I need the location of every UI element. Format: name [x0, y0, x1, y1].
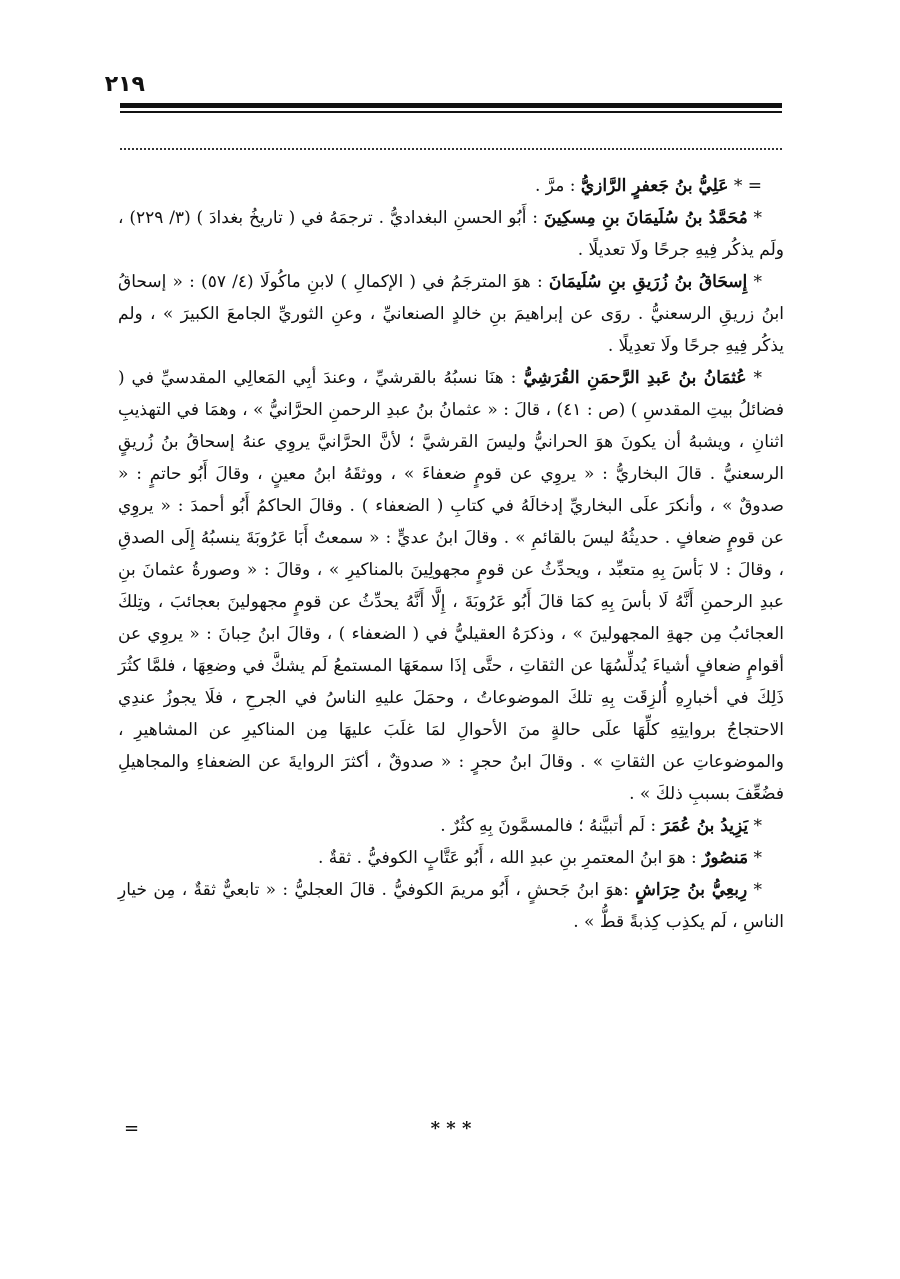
entry	[118, 842, 784, 874]
header-rule-thin	[120, 111, 782, 113]
entry-name: عُثمَانُ بنُ عَبدِ الرَّحمَنِ القُرَشِيُّ	[523, 368, 747, 388]
entry	[118, 810, 784, 842]
entry-prefix: *	[753, 272, 762, 292]
entry-prefix: = *	[733, 176, 762, 196]
entry-prefix: *	[753, 880, 763, 900]
page-number: ٢١٩	[104, 72, 145, 97]
entry-text: : هنَا نسبُهُ بالقرشيِّ ، وعندَ أبِي المَعالِي المقدسيِّ في ( فضائلُ بيتِ المقدسِ ) (ص : ٤١) ، قالَ : « عثمانُ بنُ عبدِ الرحمنِ الحرَّانيُّ » ، وهمَا في التهذيبِ اثنانِ ، ويشبهُ أن يكونَ هوَ الحرانيُّ وليسَ القرشيَّ ؛ لأنَّ الحرَّانيَّ يروِي عنهُ إسحاقُ بنُ زُريقٍ الرسعنيُّ . قالَ البخاريُّ : « يروِي عن قومٍ ضعفاءَ » ، ووثقَهُ ابنُ معينٍ ، وقالَ أَبُو حاتمٍ : « صدوقٌ » ، وأنكرَ علَى البخاريِّ إدخالَهُ في كتابِ ( الضعفاء ) . وقالَ الحاكمُ أَبُو أحمدَ : « يروِي عن قومٍ ضعافٍ . حديثُهُ ليسَ بالقائمِ » . وقالَ ابنُ عديٍّ : « سمعتُ أَبَا عَرُوبَةَ ينسبُهُ إِلَى الصدقِ ، وقالَ : لا بَأسَ بِهِ متعبِّد ، ويحدِّثُ عن قومٍ مجهولِينَ بالمناكيرِ » ، وقالَ : « وصورةُ عثمانَ بنِ عبدِ الرحمنِ أَنَّهُ لَا بأسَ بِهِ كمَا قالَ أَبُو عَرُوبَةَ ، إِلَّا أَنَّهُ يحدِّثُ عن قومٍ مجهولينَ بعجائبَ ، وتِلكَ العجائبُ مِن جهةِ المجهولينَ » ، وذكرَهُ العقيليُّ في ( الضعفاء ) ، وقالَ ابنُ حِبانَ : « يروِي عن أقوامٍ ضعافٍ أشياءَ يُدلِّسُهَا عن الثقاتِ ، حتَّى إذَا سمعَهَا المستمعُ لَم يشكَّ في وضعِهَا ، فلمَّا كثُرَ ذَلِكَ في أخبارِهِ أُلزِقَت بِهِ تلكَ الموضوعاتُ ، وحمَلَ عليهِ الناسُ في الجرحِ ، فلَا يجوزُ عندِي الاحتجاجُ بروايتِهِ كلِّهَا علَى حالةٍ منَ الأحوالِ لمَا غلَبَ عليهَا مِن المناكيرِ عن المشاهيرِ ، والموضوعاتِ عن الثقاتِ » . وقالَ ابنُ حجرٍ : « صدوقٌ ، أكثرَ الروايةَ عن الضعفاءِ والمجاهيلِ فضُعِّفَ بسببِ ذلكَ » .	[118, 368, 785, 804]
entry-prefix: *	[753, 848, 762, 868]
entry	[118, 874, 784, 938]
entry	[118, 362, 784, 810]
entry	[118, 170, 784, 202]
header-rule-thick	[120, 103, 782, 108]
entry-name: إِسحَاقُ بنُ زُرَيقِ بنِ سُلَيمَانَ	[548, 272, 748, 292]
header-dotted-separator	[120, 148, 782, 150]
entry-name: عَلِيُّ بنُ جَعفرٍ الرَّازيُّ	[580, 176, 729, 196]
entry-name: يَزِيدُ بنُ عُمَرَ	[661, 816, 749, 836]
entry-prefix: *	[753, 208, 763, 228]
entry-text: : مرَّ .	[535, 176, 576, 196]
continuation-mark: =	[124, 1118, 140, 1139]
entry-text: : لَم أتبيَّنهُ ؛ فالمسمَّونَ بِهِ كثُرٌ .	[440, 816, 657, 836]
footnotes-body	[118, 170, 784, 938]
page-footer	[118, 1118, 784, 1148]
entry-prefix: *	[753, 368, 762, 388]
entry-name: مُحَمَّدُ بنُ سُلَيمَانَ بنِ مِسكِينَ	[543, 208, 748, 228]
entry-name: رِبعِيُّ بنُ حِرَاشٍ	[635, 880, 748, 900]
entry-name: مَنصُورٌ	[702, 848, 749, 868]
entry-text: : أَبُو الحسنِ البغداديُّ . ترجمَهُ في ( تاريخُ بغدادَ ) (٣/ ٢٢٩) ، ولَم يذكُر فِيهِ جرحًا ولَا تعديلًا .	[118, 208, 784, 260]
entry	[118, 266, 784, 362]
entry-prefix: *	[753, 816, 762, 836]
section-end-stars: * * *	[430, 1118, 472, 1139]
entry	[118, 202, 784, 266]
entry-text: : هوَ ابنُ المعتمرِ بنِ عبدِ الله ، أَبُو عَتَّابٍ الكوفيُّ . ثقةٌ .	[317, 848, 697, 868]
entry-text: : هوَ المترجَمُ في ( الإكمالِ ) لابنِ ماكُولَا (٤/ ٥٧) : « إسحاقُ ابنُ زريقِ الرسعنيُّ . روَى عن إبراهيمَ بنِ خالدٍ الصنعانيِّ ، وعنِ الثوريِّ الجامعَ الكبيرَ » ، ولم يذكُر فِيهِ جرحًا ولَا تعدِيلًا .	[118, 272, 784, 356]
entry-text: :هوَ ابنُ جَحشٍ ، أَبُو مريمَ الكوفيُّ . قالَ العجليُّ : « تابعيٌّ ثقةٌ ، مِن خيارِ الناسِ ، لَم يكذِب كِذبةً قطُّ » .	[118, 880, 784, 932]
